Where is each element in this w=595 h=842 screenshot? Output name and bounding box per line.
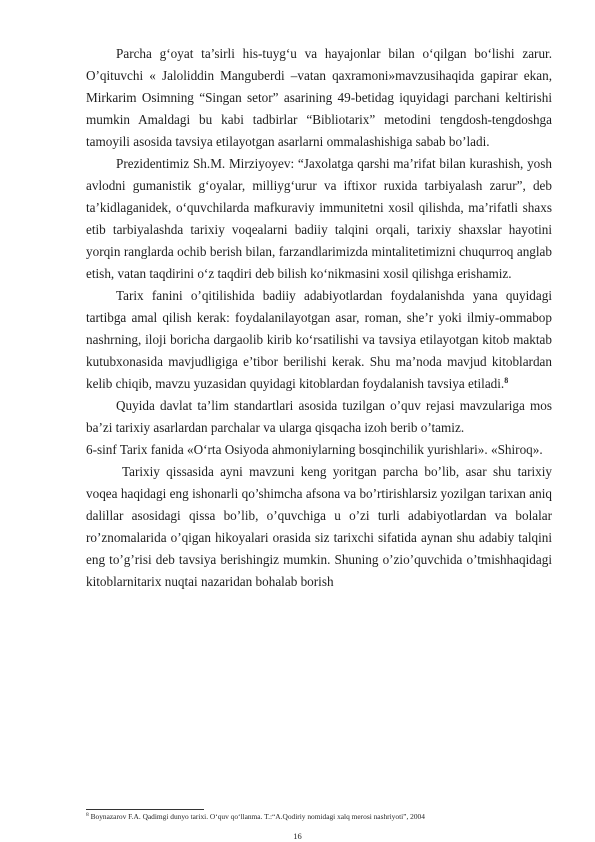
paragraph-5: 6-sinf Tarix fanida «O‘rta Osiyoda ahmoniylarning bosqinchilik yurishlari». «Shiroq». <box>86 442 543 457</box>
paragraph-2: Prezidentimiz Sh.M. Mirziyoyev: “Jaxolatga qarshi ma’rifat bilan kurashish, yosh avlodni gumanistik g‘oyalar, milliyg‘urur va iftixor ruxida tarbiyalash zarur”, deb ta’kidlaganidek, o‘quvchilarda mafkuraviy immunitetni xosil qilishda, ma’rifatli shaxs etib tarbiyalashda tarixiy voqealarni badiiy talqini orqali, tarixiy shaxslar hayotini yorqin ranglarda ochib berish bilan, farzandlarimizda mintalitetimizni chuqurroq anglab etish, vatan taqdirini o‘z taqdiri deb bilish ko‘nikmasini xosil qilishga erishamiz. <box>86 156 552 281</box>
footnote-divider <box>86 809 204 810</box>
footnote-number: 8 <box>86 812 89 818</box>
page-number: 16 <box>293 831 302 841</box>
footnote <box>86 812 552 822</box>
paragraph-1: Parcha g‘oyat ta’sirli his-tuyg‘u va hayajonlar bilan o‘qilgan bo‘lishi zarur. O’qituvchi « Jaloliddin Manguberdi –vatan qaxramoni»mavzusihaqida gapirar ekan, Mirkarim Osimning “Singan setor” asarining 49-betidag iquyidagi parchani keltirishi mumkin Amaldagi bu kabi tadbirlar “Bibliotarix” metodini tengdosh-tengdoshga tamoyili asosida tavsiya etilayotgan asarlarni ommalashishiga sabab bo’ladi. <box>86 46 552 149</box>
page-body <box>86 43 552 593</box>
footnote-reference[interactable]: 8 <box>504 376 509 385</box>
paragraph-3 <box>86 285 552 395</box>
footnote-text: Boynazarov F.A. Qadimgi dunyo tarixi. O‘quv qo‘llanma. T.:“A.Qodiriy nomidagi xalq merosi nashriyoti”, 2004 <box>90 812 425 821</box>
paragraph-6: Tarixiy qissasida ayni mavzuni keng yoritgan parcha bo’lib, asar shu tarixiy voqea haqidagi eng ishonarli qo’shimcha afsona va bo’rtirishlarsiz yozilgan tarixan aniq dalillar asosidagi qissa bo’lib, o’quvchiga u o’zi turli adabiyotlardan va bolalar ro’znomalarida o’qigan hikoyalari orasida siz tarixchi sifatida aynan shu adabiy talqini eng to’g’risi deb tavsiya berishingiz mumkin. Shuning o’zio’quvchida o’tmishhaqidagi kitoblarnitarix nuqtai nazaridan bohalab borish <box>86 464 552 589</box>
paragraph-3-text: Tarix fanini o’qitilishida badiiy adabiyotlardan foydalanishda yana quyidagi tartibga amal qilish kerak: foydalanilayotgan asar, roman, she’r yoki ilmiy-ommabop nashrning, iloji boricha dargaolib kirib ko‘rsatilishi va tavsiya etilayotgan kitob maktab kutubxonasida mavjudligiga e’tibor berilishi kerak. Shu ma’noda mavjud kitoblardan kelib chiqib, mavzu yuzasidan quyidagi kitoblardan foydalanish tavsiya etiladi. <box>86 288 552 391</box>
paragraph-4: Quyida davlat ta’lim standartlari asosida tuzilgan o’quv rejasi mavzulariga mos ba’zi tarixiy asarlardan parchalar va ularga qisqacha izoh berib o’tamiz. <box>86 398 552 435</box>
